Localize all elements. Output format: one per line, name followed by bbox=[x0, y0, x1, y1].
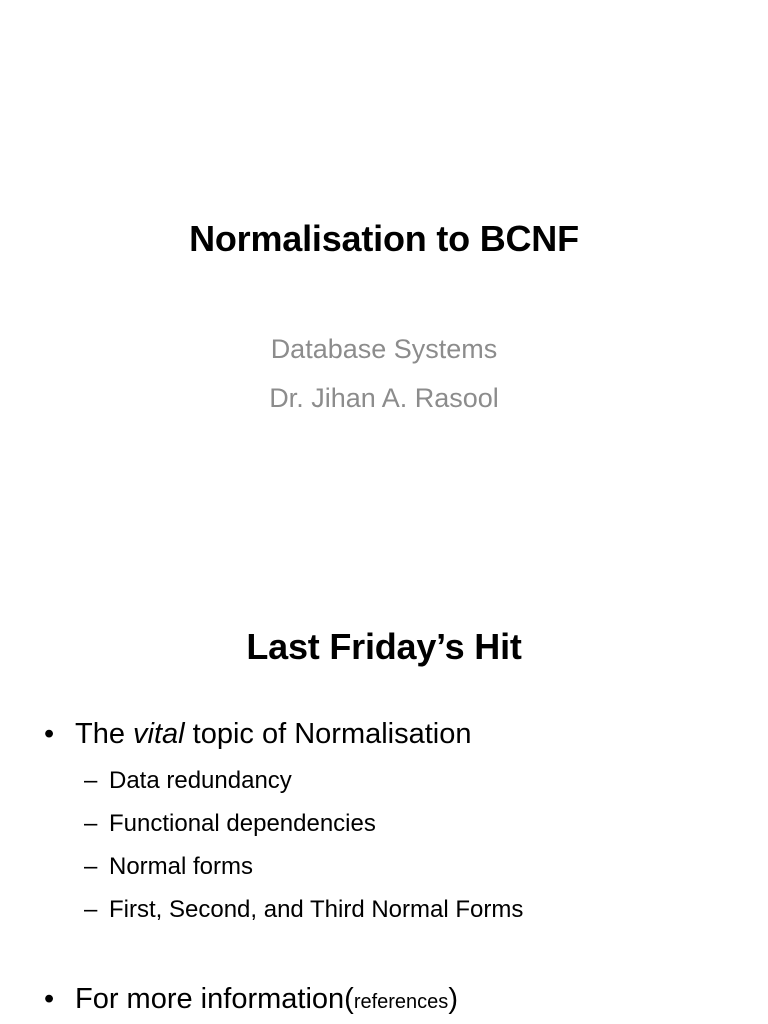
sub-bullet-item bbox=[84, 896, 523, 924]
dash-icon: – bbox=[84, 810, 98, 837]
sub-bullet-item bbox=[84, 853, 253, 881]
course-name: Database Systems bbox=[270, 334, 498, 364]
references-text: references bbox=[353, 991, 449, 1013]
bullet-item bbox=[44, 983, 458, 1016]
sub-bullet-item bbox=[84, 810, 376, 838]
sub-bullet-text: First, Second, and Third Normal Forms bbox=[109, 896, 524, 923]
bullet-text-suffix: ) bbox=[448, 983, 458, 1015]
author-name: Dr. Jihan A. Rasool bbox=[269, 383, 499, 413]
bullet-icon: • bbox=[44, 983, 55, 1015]
sub-bullet-text: Functional dependencies bbox=[109, 810, 376, 837]
bullet-text-prefix: The bbox=[75, 718, 134, 750]
slide-title: Normalisation to BCNF bbox=[189, 218, 579, 259]
bullet-text-emphasis: vital bbox=[133, 718, 185, 750]
bullet-icon: • bbox=[44, 718, 55, 750]
bullet-item bbox=[44, 718, 472, 751]
dash-icon: – bbox=[84, 853, 98, 880]
dash-icon: – bbox=[84, 896, 98, 923]
sub-bullet-text: Normal forms bbox=[109, 853, 254, 880]
slide-title: Last Friday’s Hit bbox=[246, 626, 522, 667]
bullet-text-prefix: For more information( bbox=[75, 983, 354, 1015]
bullet-text-suffix: topic of Normalisation bbox=[184, 718, 472, 750]
sub-bullet-text: Data redundancy bbox=[109, 767, 292, 794]
sub-bullet-item bbox=[84, 767, 292, 795]
content-slide bbox=[0, 576, 768, 1024]
dash-icon: – bbox=[84, 767, 98, 794]
